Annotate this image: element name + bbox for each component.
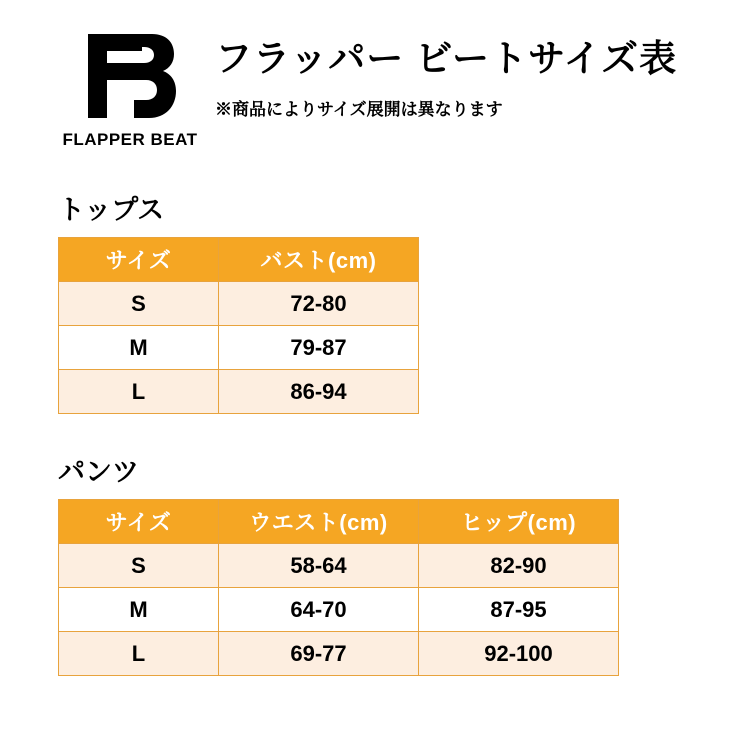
cell-hip: 82-90 (419, 544, 619, 588)
column-header: サイズ (59, 238, 219, 282)
page-note: ※商品によりサイズ展開は異なります (215, 99, 503, 119)
column-header: ウエスト(cm) (219, 500, 419, 544)
table-row (59, 282, 419, 326)
cell-waist: 69-77 (219, 632, 419, 676)
cell-bust: 72-80 (219, 282, 419, 326)
cell-bust: 86-94 (219, 370, 419, 414)
section-tops-label: トップス (58, 195, 165, 225)
column-header: バスト(cm) (219, 238, 419, 282)
cell-hip: 87-95 (419, 588, 619, 632)
section-pants-label: パンツ (58, 457, 139, 487)
flapper-beat-logo-icon (82, 30, 178, 122)
table-row (59, 588, 619, 632)
title-block (205, 30, 677, 120)
page-title: フラッパー ビートサイズ表 (215, 38, 678, 79)
logo-wordmark: FLAPPER BEAT (62, 130, 198, 149)
section-tops (0, 188, 730, 414)
cell-size: S (59, 544, 219, 588)
column-header: ヒップ(cm) (419, 500, 619, 544)
table-row (59, 544, 619, 588)
cell-waist: 64-70 (219, 588, 419, 632)
cell-size: L (59, 632, 219, 676)
cell-waist: 58-64 (219, 544, 419, 588)
logo-block (55, 30, 205, 150)
tops-size-table (58, 237, 419, 414)
cell-size: S (59, 282, 219, 326)
cell-size: M (59, 326, 219, 370)
cell-size: M (59, 588, 219, 632)
table-row (59, 326, 419, 370)
cell-hip: 92-100 (419, 632, 619, 676)
section-pants (0, 450, 730, 676)
column-header: サイズ (59, 500, 219, 544)
table-row (59, 370, 419, 414)
pants-size-table (58, 499, 619, 676)
table-header-row (59, 238, 419, 282)
cell-bust: 79-87 (219, 326, 419, 370)
cell-size: L (59, 370, 219, 414)
table-header-row (59, 500, 619, 544)
header (0, 0, 730, 150)
table-row (59, 632, 619, 676)
